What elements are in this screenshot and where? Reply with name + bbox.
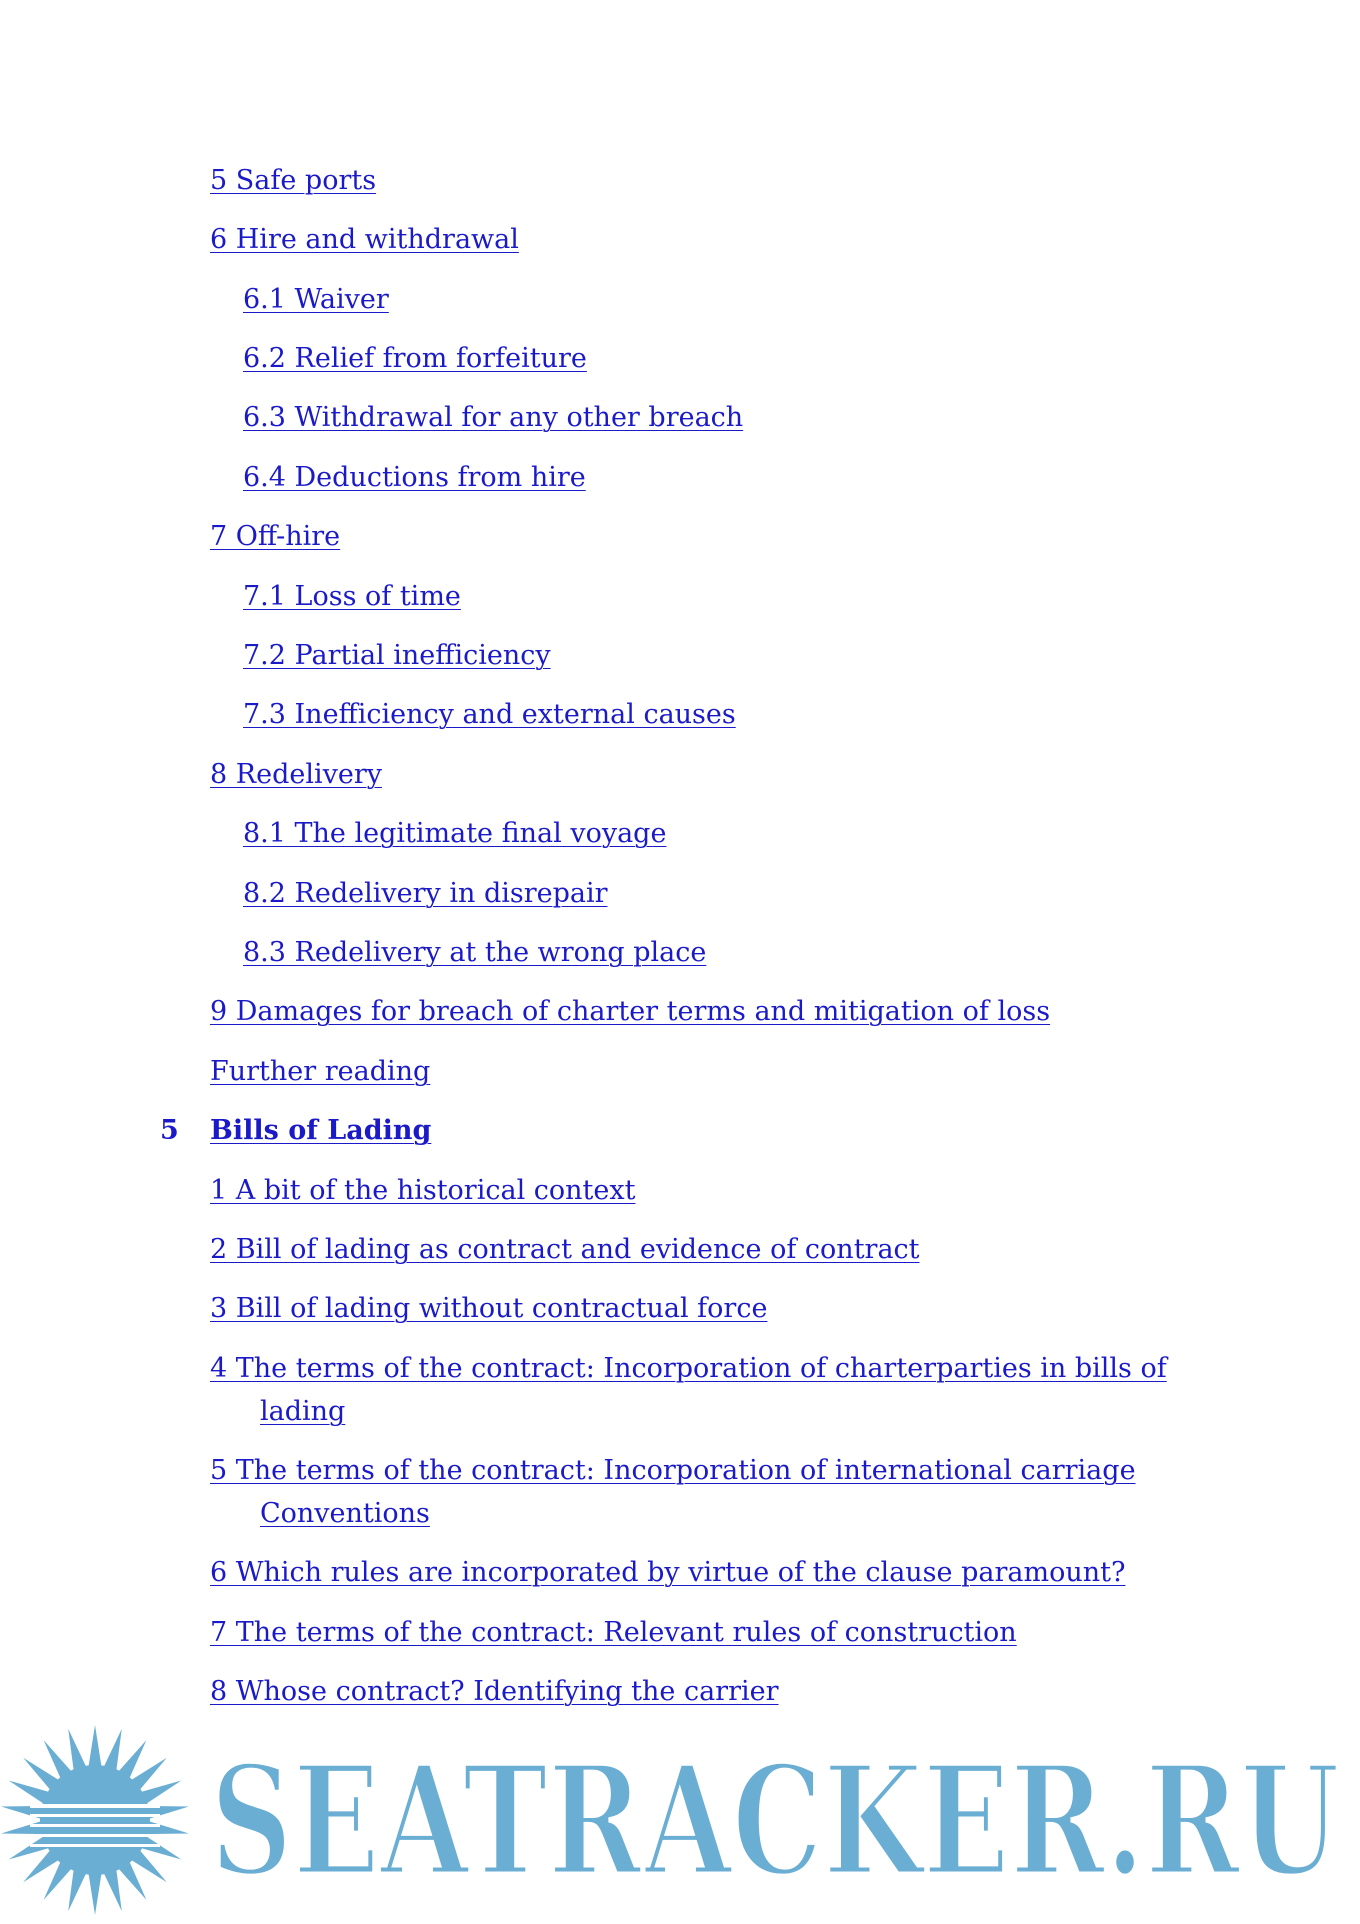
sun-horizon-line (30, 1834, 160, 1837)
toc-link-contract-evidence[interactable]: 2 Bill of lading as contract and evidence of contract (210, 1234, 920, 1265)
toc-link-hire-and-withdrawal[interactable]: 6 Hire and withdrawal (210, 224, 519, 255)
toc-link-redelivery[interactable]: 8 Redelivery (210, 759, 382, 790)
watermark-graphic (0, 1724, 1360, 1924)
toc-link-deductions-from-hire[interactable]: 6.4 Deductions from hire (243, 462, 586, 493)
toc-link-relief-from-forfeiture[interactable]: 6.2 Relief from forfeiture (243, 343, 587, 374)
watermark-text: SEATRACKER.RU (210, 1731, 1340, 1910)
toc-link-inefficiency-external-causes[interactable]: 7.3 Inefficiency and external causes (243, 699, 736, 730)
toc-link-rules-of-construction[interactable]: 7 The terms of the contract: Relevant rules of construction (210, 1617, 1017, 1648)
toc-chapter-bills-of-lading[interactable] (160, 1109, 431, 1152)
toc-link-partial-inefficiency[interactable]: 7.2 Partial inefficiency (243, 640, 551, 671)
toc-link-waiver[interactable]: 6.1 Waiver (243, 284, 389, 315)
sun-horizon-line (30, 1844, 160, 1847)
sun-icon (1, 1725, 189, 1915)
toc-link-historical-context[interactable]: 1 A bit of the historical context (210, 1175, 636, 1206)
toc-link-off-hire[interactable]: 7 Off-hire (210, 521, 341, 552)
toc-link-safe-ports[interactable]: 5 Safe ports (210, 165, 377, 196)
sun-horizon-line (30, 1814, 160, 1817)
toc-link-redelivery-wrong-place[interactable]: 8.3 Redelivery at the wrong place (243, 937, 707, 968)
toc-link-identifying-carrier[interactable]: 8 Whose contract? Identifying the carrier (210, 1676, 779, 1707)
toc-link-legitimate-final-voyage[interactable]: 8.1 The legitimate final voyage (243, 818, 667, 849)
toc-link-damages-mitigation[interactable]: 9 Damages for breach of charter terms and mitigation of loss (210, 996, 1051, 1027)
toc-link-further-reading[interactable]: Further reading (210, 1056, 431, 1087)
chapter-number: 5 (160, 1115, 179, 1146)
sun-horizon-line (30, 1824, 160, 1827)
sun-horizon-line (30, 1804, 160, 1808)
toc-link-redelivery-in-disrepair[interactable]: 8.2 Redelivery in disrepair (243, 878, 608, 909)
toc-link-without-contractual-force[interactable]: 3 Bill of lading without contractual force (210, 1293, 768, 1324)
seatracker-watermark (0, 1724, 1360, 1924)
toc-link-loss-of-time[interactable]: 7.1 Loss of time (243, 581, 461, 612)
chapter-title: Bills of Lading (210, 1115, 432, 1146)
sun-disc (40, 1765, 150, 1875)
toc-link-incorporation-charterparties[interactable]: 4 The terms of the contract: Incorporation of charterparties in bills of lading (210, 1353, 1167, 1427)
toc-link-incorporation-conventions[interactable]: 5 The terms of the contract: Incorporation of international carriage Conventions (210, 1455, 1136, 1529)
toc-link-withdrawal-other-breach[interactable]: 6.3 Withdrawal for any other breach (243, 402, 744, 433)
toc-link-clause-paramount[interactable]: 6 Which rules are incorporated by virtue of the clause paramount? (210, 1557, 1126, 1588)
